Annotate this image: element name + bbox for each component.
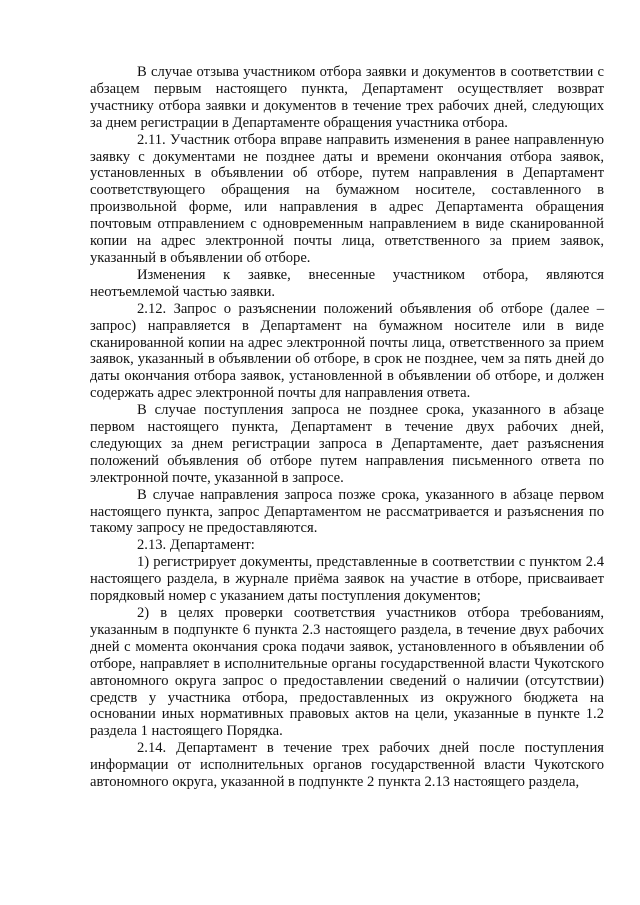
- paragraph-request-on-time: В случае поступления запроса не позднее срока, указанного в абзаце первом настоящего пункта, Департамент в течение двух рабочих дней, следующих за днем регистрации запроса в Департаменте, дает разъяснения положений объявления об отборе путем направления письменного ответа по электронной почте, указанной в запросе.: [90, 402, 604, 486]
- paragraph-2-13-item-2: 2) в целях проверки соответствия участников отбора требованиям, указанным в подпункте 6 пункта 2.3 настоящего раздела, в течение двух рабочих дней с момента окончания срока подачи заявок, установленного в объявлении об отборе, направляет в исполнительные органы государственной власти Чукотского автономного округа запрос о предоставлении сведений о наличии (отсутствии) средств у участника отбора, предоставленных из окружного бюджета на основании иных нормативных правовых актов на цели, указанные в пункте 1.2 раздела 1 настоящего Порядка.: [90, 605, 604, 740]
- paragraph-2-11: 2.11. Участник отбора вправе направить изменения в ранее направленную заявку с документами не позднее даты и времени окончания отбора заявок, установленных в объявлении об отборе, путем направления в Департамент соответствующего обращения на бумажном носителе, составленного в произвольной форме, или направления в адрес Департамента обращения почтовым отправлением с одновременным направлением в виде сканированной копии на адрес электронной почты лица, ответственного за прием заявок, указанный в объявлении об отборе.: [90, 131, 604, 266]
- paragraph-2-13-item-1: 1) регистрирует документы, представленные в соответствии с пунктом 2.4 настоящего раздела, в журнале приёма заявок на участие в отборе, присваивает порядковый номер с указанием даты поступления документов;: [90, 554, 604, 605]
- paragraph-request-late: В случае направления запроса позже срока, указанного в абзаце первом настоящего пункта, запрос Департаментом не рассматривается и разъяснения по такому запросу не предоставляются.: [90, 486, 604, 537]
- paragraph-2-13: 2.13. Департамент:: [137, 537, 255, 554]
- paragraph-withdrawal-return: В случае отзыва участником отбора заявки и документов в соответствии с абзацем первым настоящего пункта, Департамент осуществляет возврат участнику отбора заявки и документов в течение трех рабочих дней, следующих за днем регистрации в Департаменте обращения участника отбора.: [90, 64, 604, 131]
- paragraph-changes-integral: Изменения к заявке, внесенные участником отбора, являются неотъемлемой частью заявки.: [90, 266, 604, 300]
- paragraph-2-12: 2.12. Запрос о разъяснении положений объявления об отборе (далее – запрос) направляется в Департамент на бумажном носителе или в виде сканированной копии на адрес электронной почты лица, ответственного за прием заявок, указанный в объявлении об отборе, в срок не позднее, чем за пять дней до даты окончания отбора заявок, установленной в объявлении об отборе, и должен содержать адрес электронной почты для направления ответа.: [90, 300, 604, 402]
- document-page: [90, 64, 604, 791]
- paragraph-2-14: 2.14. Департамент в течение трех рабочих дней после поступления информации от исполнительных органов государственной власти Чукотского автономного округа, указанной в подпункте 2 пункта 2.13 настоящего раздела,: [90, 740, 604, 791]
